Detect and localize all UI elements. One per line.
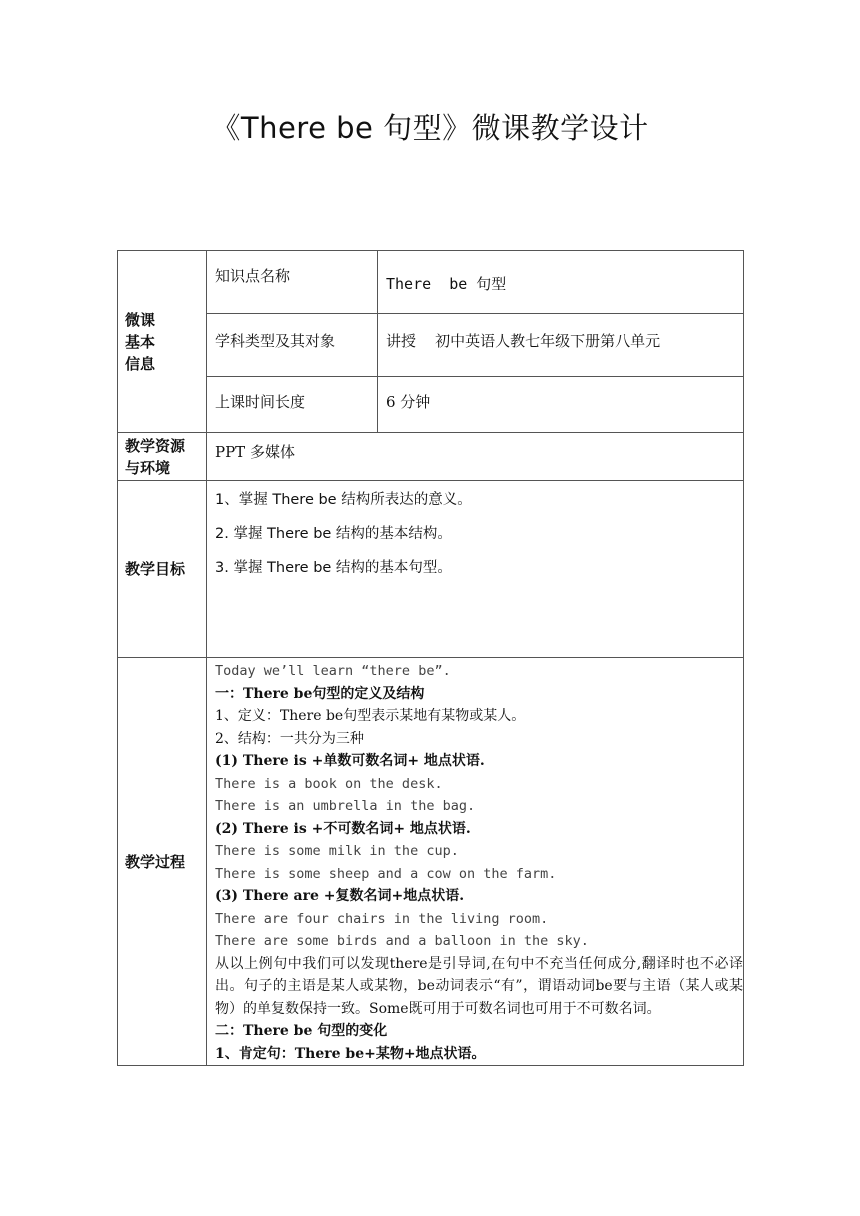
process-heading: 二：There be 句型的变化 — [215, 1023, 388, 1039]
document-title: 《There be 句型》微课教学设计 — [211, 111, 649, 145]
row-value-duration: 6 分钟 — [378, 377, 744, 433]
process-line: 1、肯定句：There be+某物+地点状语。 — [215, 1045, 486, 1062]
goals-label: 教学目标 — [118, 481, 207, 658]
process-example: There are some birds and a balloon in the sky. — [215, 933, 589, 949]
process-structure: (3) There are +复数名词+地点状语. — [215, 888, 465, 904]
row-label-duration: 上课时间长度 — [207, 377, 378, 433]
process-structure: (1) There is +单数可数名词+ 地点状语. — [215, 753, 485, 769]
process-explanation: 从以上例句中我们可以发现there是引导词,在句中不充当任何成分,翻译时也不必译出。句子的主语是某人或某物，be动词表示“有”，谓语动词be要与主语（某人或某物）的单复数保持一致。Some既可用于可数名词也可用于不可数名词。 — [215, 955, 743, 1017]
process-example: There is some sheep and a cow on the farm. — [215, 865, 557, 882]
process-line: 2、结构：一共分为三种 — [215, 730, 364, 747]
goal-item: 1、掌握 There be 结构所表达的意义。 — [215, 492, 472, 508]
row-label-subject: 学科类型及其对象 — [207, 314, 378, 377]
row-label-topic: 知识点名称 — [207, 251, 378, 314]
process-label: 教学过程 — [118, 658, 207, 1066]
resources-value: PPT 多媒体 — [207, 433, 744, 481]
lesson-design-table — [117, 250, 744, 1066]
process-example: There is some milk in the cup. — [215, 843, 459, 859]
goal-item: 2. 掌握 There be 结构的基本结构。 — [215, 526, 452, 542]
goal-item: 3. 掌握 There be 结构的基本句型。 — [215, 560, 452, 576]
info-group-label: 微课 基本 信息 — [118, 251, 207, 433]
process-line: 1、定义：There be句型表示某地有某物或某人。 — [215, 708, 526, 724]
row-value-topic: There be 句型 — [378, 251, 744, 314]
process-content — [207, 658, 744, 1066]
process-line: Today we’ll learn “there be”. — [215, 663, 451, 679]
process-structure: (2) There is +不可数名词+ 地点状语. — [215, 820, 471, 837]
resources-label: 教学资源 与环境 — [118, 433, 207, 481]
process-example: There is a book on the desk. — [215, 775, 443, 792]
row-value-subject: 讲授 初中英语人教七年级下册第八单元 — [378, 314, 744, 377]
process-heading: 一：There be句型的定义及结构 — [215, 685, 425, 702]
goals-list — [207, 481, 744, 658]
process-example: There is an umbrella in the bag. — [215, 798, 476, 814]
process-example: There are four chairs in the living room. — [215, 910, 549, 927]
